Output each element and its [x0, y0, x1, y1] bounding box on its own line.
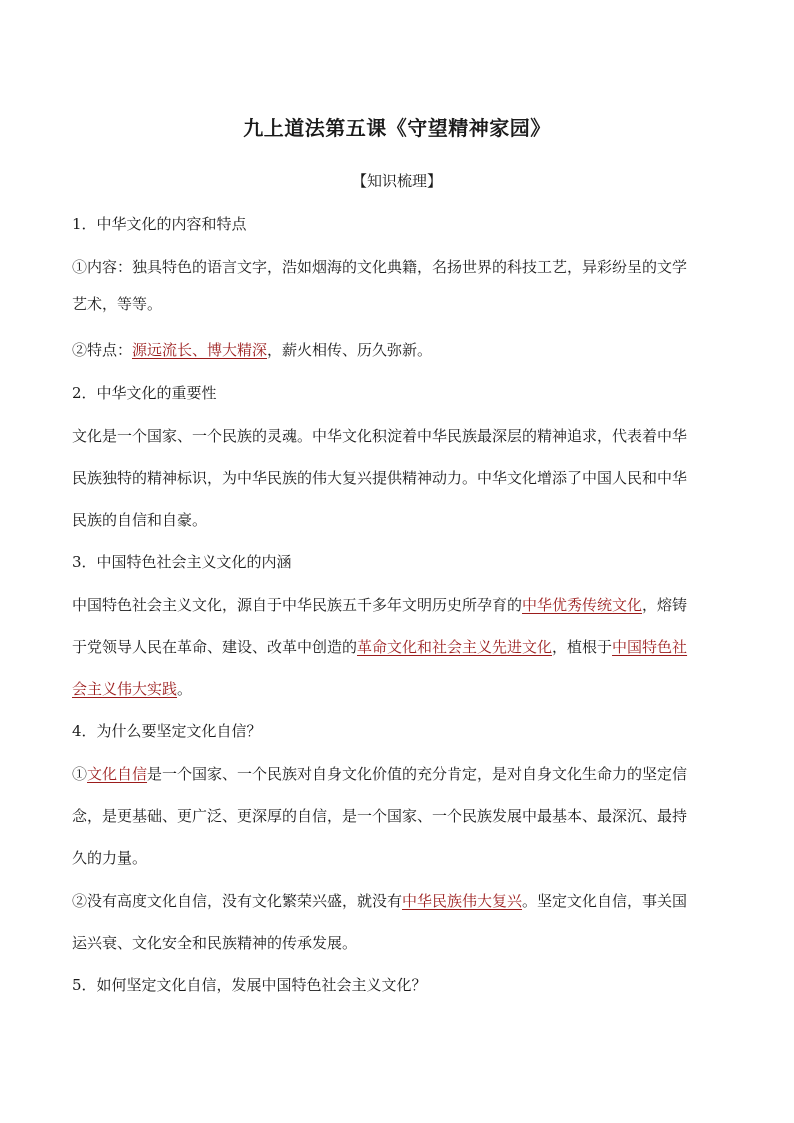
s3-l1-suffix: ，熔铸 [642, 596, 688, 614]
s1-feature-line [72, 339, 724, 361]
s2-line-1: 文化是一个国家、一个民族的灵魂。中华文化积淀着中华民族最深层的精神追求，代表着中华 [72, 427, 688, 445]
s4-p1-line-1 [72, 763, 724, 785]
s3-l3-highlight: 会主义伟大实践 [72, 680, 178, 698]
s4-p1-line-3: 久的力量。 [72, 849, 148, 867]
s3-l1-prefix: 中国特色社会主义文化，源自于中华民族五千多年文明历史所孕育的 [72, 596, 523, 614]
s3-l1-highlight: 中华优秀传统文化 [522, 596, 643, 614]
s3-line-1 [72, 594, 724, 616]
s2-line-2: 民族独特的精神标识，为中华民族的伟大复兴提供精神动力。中华文化增添了中国人民和中华 [72, 469, 688, 487]
s3-line-2 [72, 636, 724, 658]
section-4-heading: 4．为什么要坚定文化自信？ [72, 722, 262, 740]
s1-feature-highlight: 源远流长、博大精深 [132, 341, 268, 359]
s1-content-line-2: 艺术，等等。 [72, 295, 163, 313]
s4-p1-line-2: 念，是更基础、更广泛、更深厚的自信，是一个国家、一个民族发展中最基本、最深沉、最持 [72, 807, 688, 825]
s4-p1-prefix: ① [72, 765, 88, 783]
section-subtitle: 【知识梳理】 [351, 172, 442, 190]
s3-l2-highlight-2: 中国特色社 [612, 638, 688, 656]
s1-content-line-1: ①内容：独具特色的语言文字，浩如烟海的文化典籍，名扬世界的科技工艺，异彩纷呈的文学 [72, 258, 688, 276]
s3-line-3 [72, 678, 724, 700]
s4-p1-l1-suffix: 是一个国家、一个民族对自身文化价值的充分肯定，是对自身文化生命力的坚定信 [147, 765, 688, 783]
section-5-heading: 5．如何坚定文化自信，发展中国特色社会主义文化？ [72, 976, 427, 994]
section-1-heading: 1．中华文化的内容和特点 [72, 215, 247, 233]
s1-feature-suffix: ，薪火相传、历久弥新。 [267, 341, 433, 359]
page-title: 九上道法第五课《守望精神家园》 [243, 116, 551, 140]
s4-p2-suffix: 。坚定文化自信，事关国 [522, 892, 688, 910]
s4-p2-prefix: ②没有高度文化自信，没有文化繁荣兴盛，就没有 [72, 892, 403, 910]
s2-line-3: 民族的自信和自豪。 [72, 511, 208, 529]
s4-p1-highlight: 文化自信 [87, 765, 148, 783]
s3-l2-prefix: 于党领导人民在革命、建设、改革中创造的 [72, 638, 358, 656]
section-3-heading: 3．中国特色社会主义文化的内涵 [72, 553, 292, 571]
s1-feature-prefix: ②特点： [72, 341, 133, 359]
s4-p2-line-2: 运兴衰、文化安全和民族精神的传承发展。 [72, 934, 358, 952]
s4-p2-highlight: 中华民族伟大复兴 [402, 892, 523, 910]
s3-l2-middle: ，植根于 [552, 638, 613, 656]
s3-l2-highlight-1: 革命文化和社会主义先进文化 [357, 638, 553, 656]
section-2-heading: 2．中华文化的重要性 [72, 384, 217, 402]
s3-l3-suffix: 。 [177, 680, 193, 698]
s4-p2-line-1 [72, 890, 724, 912]
